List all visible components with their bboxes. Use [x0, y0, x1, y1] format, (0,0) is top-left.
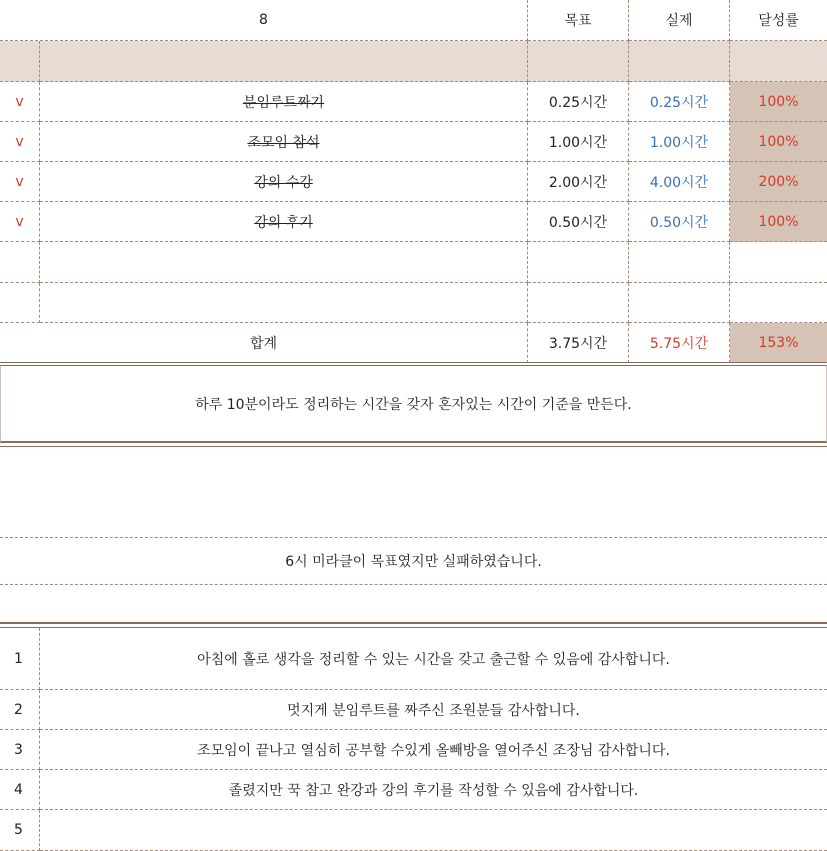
- gratitude-text[interactable]: 아침에 홀로 생각을 정리할 수 있는 시간을 갖고 출근할 수 있음에 감사합니다.: [40, 628, 827, 690]
- gratitude-text[interactable]: 졸렸지만 꾹 참고 완강과 강의 후기를 작성할 수 있음에 감사합니다.: [40, 770, 827, 810]
- note-text: 6시 미라클이 목표였지만 실패하였습니다.: [285, 554, 542, 570]
- task-actual[interactable]: 0.50시간: [629, 202, 730, 242]
- list-item: [0, 730, 827, 770]
- empty-actual-cell[interactable]: [629, 242, 730, 283]
- task-rate: 100%: [730, 82, 827, 122]
- task-name[interactable]: 강의 후기: [40, 202, 528, 242]
- gratitude-text[interactable]: [40, 810, 827, 851]
- header-actual-cell: [629, 0, 730, 41]
- task-rate: 100%: [730, 122, 827, 162]
- total-label-cell: [0, 323, 528, 363]
- list-item: [0, 770, 827, 810]
- reflection-box[interactable]: [0, 365, 827, 443]
- header-goal: 목표: [564, 13, 592, 29]
- empty-check-cell[interactable]: [0, 283, 40, 323]
- note-blank-top[interactable]: [0, 447, 827, 538]
- checkmark[interactable]: v: [0, 82, 40, 122]
- gratitude-text[interactable]: 멋지게 분임루트를 짜주신 조원분들 감사합니다.: [40, 690, 827, 730]
- task-goal: 0.25시간: [528, 82, 629, 122]
- task-rate: 200%: [730, 162, 827, 202]
- list-item: [0, 628, 827, 690]
- table-row: [0, 162, 827, 202]
- empty-rate-cell[interactable]: [730, 242, 827, 283]
- total-actual: 5.75시간: [629, 323, 730, 363]
- gratitude-number: 2: [0, 690, 40, 730]
- gratitude-text[interactable]: 조모임이 끝나고 열심히 공부할 수있게 올빼방을 열어주신 조장님 감사합니다.: [40, 730, 827, 770]
- task-name[interactable]: 강의 수강: [40, 162, 528, 202]
- table-row-empty: [0, 283, 827, 323]
- task-actual[interactable]: 0.25시간: [629, 82, 730, 122]
- gratitude-number: 5: [0, 810, 40, 851]
- total-label: 합계: [249, 335, 278, 352]
- header-goal-cell: [528, 0, 629, 41]
- gratitude-list: [0, 627, 827, 851]
- task-goal: 2.00시간: [528, 162, 629, 202]
- task-goal: 0.50시간: [528, 202, 629, 242]
- note-blank-bottom[interactable]: [0, 585, 827, 623]
- empty-goal-cell[interactable]: [528, 242, 629, 283]
- header-rate-cell: [730, 0, 827, 41]
- checkmark[interactable]: v: [0, 122, 40, 162]
- empty-actual-cell[interactable]: [629, 283, 730, 323]
- header-rate: 달성률: [758, 13, 799, 29]
- total-row: [0, 323, 827, 363]
- empty-task-cell[interactable]: [40, 283, 528, 323]
- total-rate: 153%: [730, 323, 827, 363]
- task-name[interactable]: 조모임 참석: [40, 122, 528, 162]
- band-actual-cell: [629, 41, 730, 82]
- gratitude-number: 4: [0, 770, 40, 810]
- band-check-cell: [0, 41, 40, 82]
- table-row: [0, 122, 827, 162]
- task-actual[interactable]: 4.00시간: [629, 162, 730, 202]
- task-goal: 1.00시간: [528, 122, 629, 162]
- checkmark[interactable]: v: [0, 162, 40, 202]
- task-actual[interactable]: 1.00시간: [629, 122, 730, 162]
- checkmark[interactable]: v: [0, 202, 40, 242]
- gratitude-number: 1: [0, 628, 40, 690]
- empty-goal-cell[interactable]: [528, 283, 629, 323]
- table-row: [0, 82, 827, 122]
- band-task-cell: [40, 41, 528, 82]
- reflection-text: 하루 10분이라도 정리하는 시간을 갖자 혼자있는 시간이 기준을 만든다.: [195, 396, 632, 413]
- empty-task-cell[interactable]: [40, 242, 528, 283]
- table-row-empty: [0, 242, 827, 283]
- gratitude-number: 3: [0, 730, 40, 770]
- total-goal: 3.75시간: [528, 323, 629, 363]
- header-actual: 실제: [665, 13, 693, 29]
- list-item: [0, 810, 827, 851]
- empty-check-cell[interactable]: [0, 242, 40, 283]
- table-row: [0, 202, 827, 242]
- time-table: [0, 0, 827, 363]
- band-goal-cell: [528, 41, 629, 82]
- header-title: 8: [259, 12, 268, 28]
- list-item: [0, 690, 827, 730]
- header-title-cell: [0, 0, 528, 41]
- band-rate-cell: [730, 41, 827, 82]
- empty-rate-cell[interactable]: [730, 283, 827, 323]
- note-box[interactable]: [0, 446, 827, 624]
- task-rate: 100%: [730, 202, 827, 242]
- note-line[interactable]: [0, 538, 827, 585]
- task-name[interactable]: 분임루트짜기: [40, 82, 528, 122]
